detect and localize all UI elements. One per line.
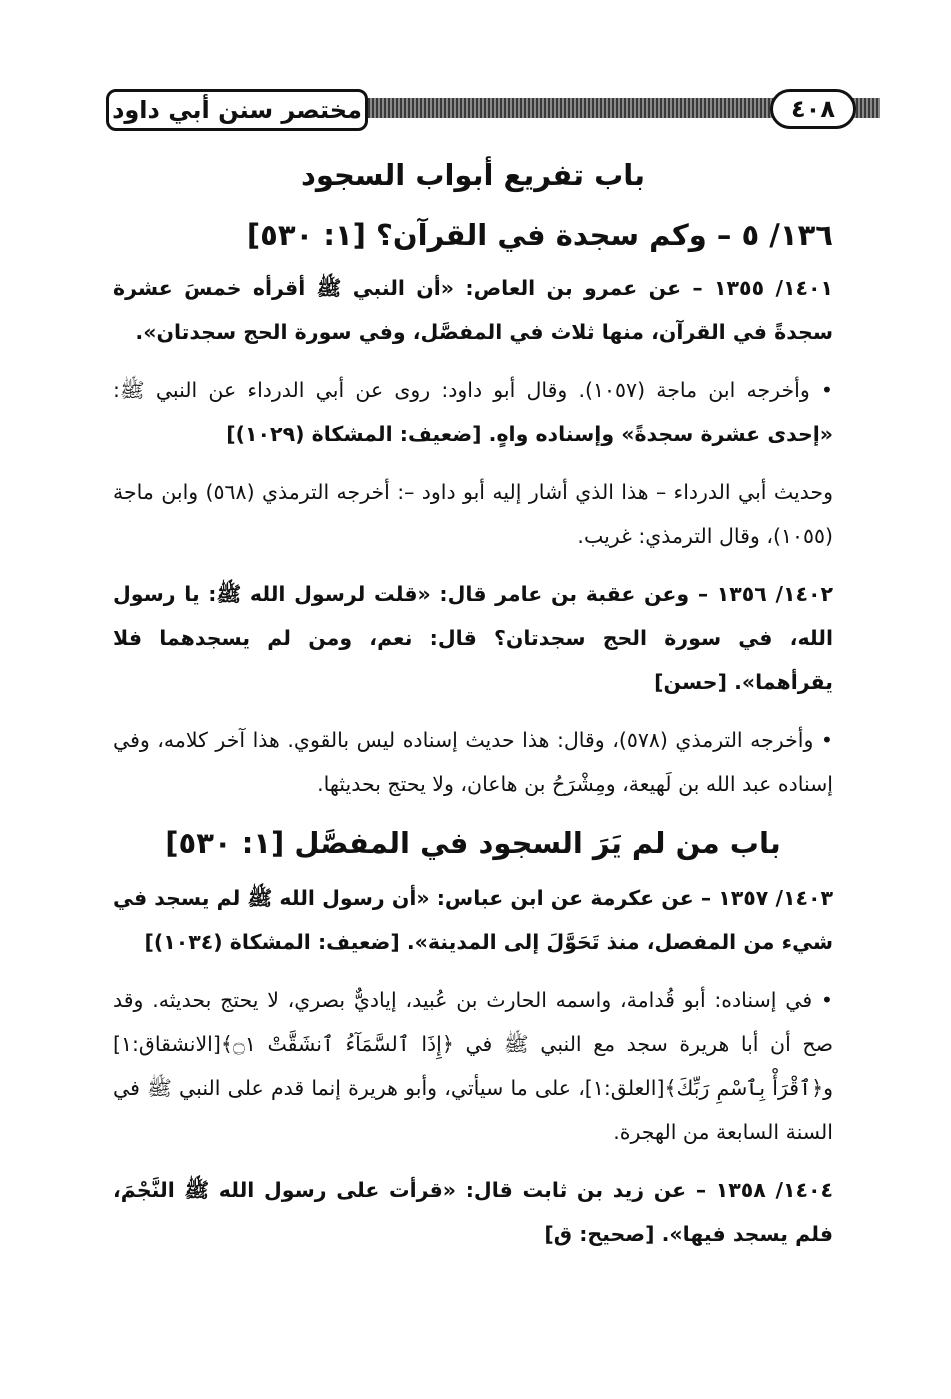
note-1402: • وأخرجه الترمذي (٥٧٨)، وقال: هذا حديث إسناده ليس بالقوي. هذا آخر كلامه، وفي إسناده عبد الله بن لَهيعة، ومِشْرَحُ بن هاعان، ولا يحتج بحديثها. [113, 728, 833, 796]
hadith-1401 [113, 266, 833, 354]
hadith-number: ١٤٠٢/ ١٣٥٦ – وعن عقبة بن عامر قال: [430, 582, 834, 606]
main-heading: باب تفريع أبواب السجود [300, 158, 646, 192]
hadith-1402 [113, 572, 833, 704]
hadith-text: «أن رسول الله ﷺ لم يسجد في شيء من المفصل، منذ تَحَوَّلَ إلى المدينة». [ضعيف: المشكاة (١٠٣٤)] [113, 886, 833, 954]
page-number: ٤٠٨ [770, 89, 856, 129]
hadith-number: ١٤٠٣/ ١٣٥٧ – عن عكرمة عن ابن عباس: [429, 886, 833, 910]
note-text: • وأخرجه ابن ماجة (١٠٥٧). وقال أبو داود: روى عن أبي الدرداء عن النبي ﷺ: [113, 378, 833, 402]
note-grading: «إحدى عشرة سجدةً» وإسناده واهٍ. [ضعيف: المشكاة (١٠٢٩)] [226, 422, 833, 446]
book-title: مختصر سنن أبي داود [106, 89, 368, 131]
hadith-number: ١٤٠٤/ ١٣٥٨ – عن زيد بن ثابت قال: [456, 1178, 834, 1202]
hadith-text: «أن النبي ﷺ أقرأه خمسَ عشرة سجدةً في القرآن، منها ثلاث في المفصَّل، وفي سورة الحج سجدتان». [113, 276, 833, 344]
section-heading: باب من لم يَرَ السجود في المفصَّل [١: ٥٣٠] [165, 826, 781, 860]
hadith-1403 [113, 876, 833, 964]
hadith-number: ١٤٠١/ ١٣٥٥ – عن عمرو بن العاص: [454, 276, 833, 300]
note-1403: • في إسناده: أبو قُدامة، واسمه الحارث بن عُبيد، إياديٌّ بصري، لا يحتج بحديثه. وقد صح أن أبا هريرة سجد مع النبي ﷺ في ﴿إِذَا ٱلسَّمَآءُ ٱنشَقَّتْ ۝١﴾[الانشقاق:١] و﴿ٱقْرَأْ بِٱسْمِ رَبِّكَ﴾[العلق:١]، على ما سيأتي، وأبو هريرة إنما قدم على النبي ﷺ في السنة السابعة من الهجرة. [113, 988, 834, 1144]
chapter-heading: ١٣٦/ ٥ – وكم سجدة في القرآن؟ [١: ٥٣٠] [246, 218, 833, 252]
hadith-text: «قلت لرسول الله ﷺ: يا رسول الله، في سورة الحج سجدتان؟ قال: نعم، ومن لم يسجدهما فلا يقرأهما». [حسن] [113, 582, 833, 694]
note-1401-continued: وحديث أبي الدرداء – هذا الذي أشار إليه أبو داود –: أخرجه الترمذي (٥٦٨) وابن ماجة (١٠٥٥)، وقال الترمذي: غريب. [113, 480, 834, 548]
hadith-text: «قرأت على رسول الله ﷺ النَّجْمَ، فلم يسجد فيها». [صحيح: ق] [113, 1178, 833, 1246]
note-1401 [113, 368, 833, 456]
hadith-1404 [113, 1168, 833, 1256]
page-header [100, 85, 880, 145]
page-body [113, 150, 833, 1270]
